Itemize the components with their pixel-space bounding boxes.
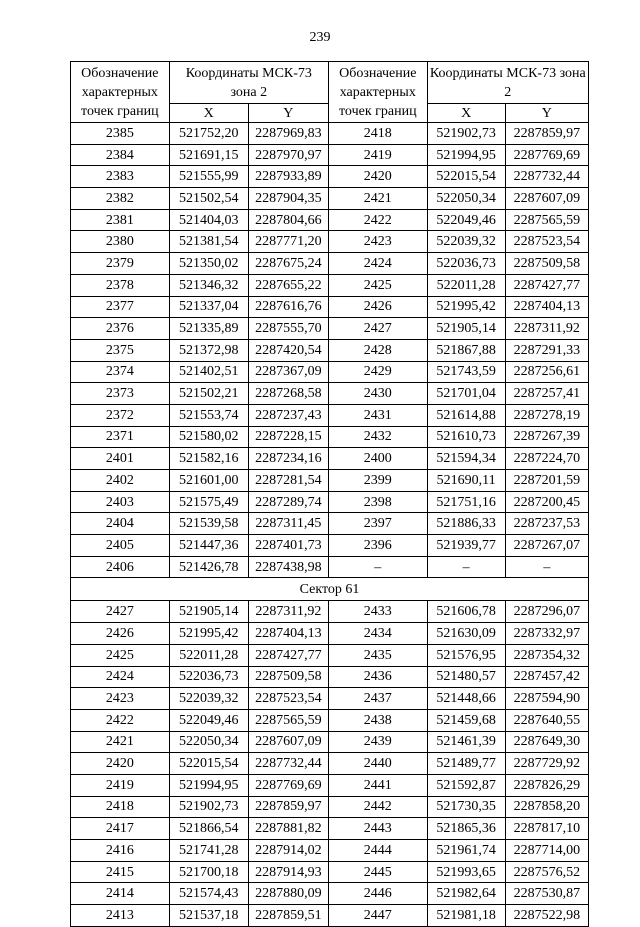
x-left: 521346,32: [169, 274, 248, 296]
point-id-right: 2431: [328, 404, 427, 426]
x-right: 522049,46: [427, 209, 505, 231]
x-left: 522039,32: [169, 688, 248, 710]
point-id-left: 2371: [71, 426, 170, 448]
y-left: 2287565,59: [248, 709, 328, 731]
y-left: 2287933,89: [248, 166, 328, 188]
table-row: [71, 318, 589, 340]
point-id-right: 2445: [328, 861, 427, 883]
x-right: 521480,57: [427, 666, 505, 688]
table-row: [71, 123, 589, 145]
table-row: [71, 861, 589, 883]
y-right: 2287732,44: [505, 166, 588, 188]
point-id-left: 2381: [71, 209, 170, 231]
point-id-left: 2421: [71, 731, 170, 753]
point-id-right: 2429: [328, 361, 427, 383]
y-right: –: [505, 556, 588, 578]
table-row: [71, 361, 589, 383]
y-right: 2287769,69: [505, 144, 588, 166]
x-left: 521700,18: [169, 861, 248, 883]
table-row: [71, 601, 589, 623]
y-header-left: Y: [248, 104, 328, 123]
point-id-right: 2440: [328, 753, 427, 775]
y-left: 2287914,93: [248, 861, 328, 883]
table-row: [71, 623, 589, 645]
x-right: 521905,14: [427, 318, 505, 340]
y-right: 2287291,33: [505, 339, 588, 361]
point-id-left: 2385: [71, 123, 170, 145]
y-left: 2287675,24: [248, 253, 328, 275]
x-right: 521461,39: [427, 731, 505, 753]
point-id-left: 2418: [71, 796, 170, 818]
y-left: 2287804,66: [248, 209, 328, 231]
coordinates-table: [70, 61, 589, 927]
x-right: 521614,88: [427, 404, 505, 426]
x-right: 521630,09: [427, 623, 505, 645]
point-id-right: 2443: [328, 818, 427, 840]
point-id-right: 2438: [328, 709, 427, 731]
x-right: 522036,73: [427, 253, 505, 275]
x-left: 521381,54: [169, 231, 248, 253]
y-right: 2287267,07: [505, 535, 588, 557]
y-right: 2287404,13: [505, 296, 588, 318]
point-id-right: 2435: [328, 644, 427, 666]
x-header-left: X: [169, 104, 248, 123]
y-left: 2287237,43: [248, 404, 328, 426]
point-id-right: 2419: [328, 144, 427, 166]
x-left: 521447,36: [169, 535, 248, 557]
point-id-right: 2441: [328, 774, 427, 796]
point-id-right: 2398: [328, 491, 427, 513]
point-id-right: 2426: [328, 296, 427, 318]
point-id-right: 2439: [328, 731, 427, 753]
point-id-right: 2422: [328, 209, 427, 231]
y-left: 2287311,45: [248, 513, 328, 535]
x-right: 521865,36: [427, 818, 505, 840]
x-left: 521426,78: [169, 556, 248, 578]
y-right: 2287817,10: [505, 818, 588, 840]
y-right: 2287565,59: [505, 209, 588, 231]
y-right: 2287200,45: [505, 491, 588, 513]
point-id-right: 2432: [328, 426, 427, 448]
x-left: 521553,74: [169, 404, 248, 426]
y-left: 2287523,54: [248, 688, 328, 710]
y-right: 2287509,58: [505, 253, 588, 275]
point-id-right: 2433: [328, 601, 427, 623]
y-right: 2287332,97: [505, 623, 588, 645]
point-id-left: 2382: [71, 188, 170, 210]
table-row: [71, 296, 589, 318]
point-id-left: 2416: [71, 840, 170, 862]
y-right: 2287594,90: [505, 688, 588, 710]
table-row: [71, 556, 589, 578]
point-id-left: 2420: [71, 753, 170, 775]
table-row: [71, 448, 589, 470]
sector-title: Сектор 61: [71, 578, 589, 601]
point-id-left: 2413: [71, 905, 170, 927]
point-id-left: 2417: [71, 818, 170, 840]
x-left: 522049,46: [169, 709, 248, 731]
point-id-right: 2430: [328, 383, 427, 405]
point-label-header-left: Обозначение характерных точек границ: [71, 62, 170, 123]
y-right: 2287296,07: [505, 601, 588, 623]
y-right: 2287523,54: [505, 231, 588, 253]
x-right: 521606,78: [427, 601, 505, 623]
y-left: 2287970,97: [248, 144, 328, 166]
x-left: 521502,54: [169, 188, 248, 210]
x-right: 521961,74: [427, 840, 505, 862]
x-right: 522039,32: [427, 231, 505, 253]
y-left: 2287914,02: [248, 840, 328, 862]
point-id-right: 2444: [328, 840, 427, 862]
point-id-right: 2420: [328, 166, 427, 188]
table-row: [71, 644, 589, 666]
y-right: 2287267,39: [505, 426, 588, 448]
x-right: –: [427, 556, 505, 578]
x-right: 521610,73: [427, 426, 505, 448]
x-right: 521981,18: [427, 905, 505, 927]
point-id-left: 2379: [71, 253, 170, 275]
point-id-left: 2374: [71, 361, 170, 383]
x-right: 521448,66: [427, 688, 505, 710]
y-right: 2287858,20: [505, 796, 588, 818]
y-left: 2287969,83: [248, 123, 328, 145]
y-left: 2287289,74: [248, 491, 328, 513]
point-id-right: 2424: [328, 253, 427, 275]
y-left: 2287367,09: [248, 361, 328, 383]
table-row: [71, 666, 589, 688]
y-right: 2287576,52: [505, 861, 588, 883]
table-body-bottom: [71, 601, 589, 926]
x-right: 521701,04: [427, 383, 505, 405]
point-id-left: 2378: [71, 274, 170, 296]
x-right: 522011,28: [427, 274, 505, 296]
table-row: [71, 535, 589, 557]
x-left: 521537,18: [169, 905, 248, 927]
y-left: 2287311,92: [248, 601, 328, 623]
table-row: [71, 274, 589, 296]
point-id-right: 2421: [328, 188, 427, 210]
y-left: 2287268,58: [248, 383, 328, 405]
y-right: 2287257,41: [505, 383, 588, 405]
table-header: [71, 62, 589, 123]
x-right: 521459,68: [427, 709, 505, 731]
y-right: 2287649,30: [505, 731, 588, 753]
point-id-right: 2442: [328, 796, 427, 818]
x-right: 521939,77: [427, 535, 505, 557]
x-left: 521902,73: [169, 796, 248, 818]
point-id-right: 2400: [328, 448, 427, 470]
x-left: 522015,54: [169, 753, 248, 775]
x-left: 521601,00: [169, 470, 248, 492]
x-right: 521730,35: [427, 796, 505, 818]
table-row: [71, 840, 589, 862]
y-right: 2287729,92: [505, 753, 588, 775]
y-right: 2287530,87: [505, 883, 588, 905]
point-id-left: 2373: [71, 383, 170, 405]
table-row: [71, 209, 589, 231]
point-id-right: 2396: [328, 535, 427, 557]
y-header-right: Y: [505, 104, 588, 123]
point-id-left: 2426: [71, 623, 170, 645]
x-left: 521404,03: [169, 209, 248, 231]
y-left: 2287404,13: [248, 623, 328, 645]
y-left: 2287509,58: [248, 666, 328, 688]
y-left: 2287771,20: [248, 231, 328, 253]
y-right: 2287457,42: [505, 666, 588, 688]
x-left: 521372,98: [169, 339, 248, 361]
point-id-left: 2406: [71, 556, 170, 578]
x-right: 521594,34: [427, 448, 505, 470]
point-id-left: 2375: [71, 339, 170, 361]
table-row: [71, 426, 589, 448]
table-row: [71, 513, 589, 535]
y-right: 2287859,97: [505, 123, 588, 145]
table-row: [71, 709, 589, 731]
x-right: 521489,77: [427, 753, 505, 775]
y-left: 2287859,51: [248, 905, 328, 927]
point-id-right: 2423: [328, 231, 427, 253]
x-right: 521867,88: [427, 339, 505, 361]
point-id-left: 2404: [71, 513, 170, 535]
x-right: 521690,11: [427, 470, 505, 492]
x-left: 521582,16: [169, 448, 248, 470]
table-row: [71, 491, 589, 513]
x-left: 521335,89: [169, 318, 248, 340]
x-right: 522050,34: [427, 188, 505, 210]
table-row: [71, 231, 589, 253]
point-id-left: 2401: [71, 448, 170, 470]
x-left: 521580,02: [169, 426, 248, 448]
x-right: 521576,95: [427, 644, 505, 666]
x-left: 521995,42: [169, 623, 248, 645]
point-id-left: 2380: [71, 231, 170, 253]
x-left: 521575,49: [169, 491, 248, 513]
x-left: 521350,02: [169, 253, 248, 275]
y-left: 2287555,70: [248, 318, 328, 340]
x-left: 521741,28: [169, 840, 248, 862]
table-row: [71, 470, 589, 492]
point-id-left: 2384: [71, 144, 170, 166]
table-row: [71, 731, 589, 753]
x-right: 521886,33: [427, 513, 505, 535]
y-left: 2287880,09: [248, 883, 328, 905]
point-id-left: 2427: [71, 601, 170, 623]
y-left: 2287420,54: [248, 339, 328, 361]
point-id-right: 2446: [328, 883, 427, 905]
x-left: 522036,73: [169, 666, 248, 688]
y-right: 2287311,92: [505, 318, 588, 340]
table-body-top: [71, 123, 589, 578]
point-id-right: 2436: [328, 666, 427, 688]
point-id-right: 2447: [328, 905, 427, 927]
sector-row: [71, 578, 589, 601]
y-right: 2287354,32: [505, 644, 588, 666]
x-right: 522015,54: [427, 166, 505, 188]
table-row: [71, 818, 589, 840]
point-id-left: 2422: [71, 709, 170, 731]
x-left: 521502,21: [169, 383, 248, 405]
x-left: 521691,15: [169, 144, 248, 166]
point-id-left: 2383: [71, 166, 170, 188]
point-id-left: 2424: [71, 666, 170, 688]
point-id-left: 2402: [71, 470, 170, 492]
coord-group-header-right: Координаты МСК-73 зона 2: [427, 62, 588, 104]
point-id-right: 2397: [328, 513, 427, 535]
point-id-right: 2434: [328, 623, 427, 645]
y-left: 2287655,22: [248, 274, 328, 296]
y-left: 2287228,15: [248, 426, 328, 448]
x-left: 521752,20: [169, 123, 248, 145]
page-number: 239: [309, 30, 331, 45]
x-left: 521574,43: [169, 883, 248, 905]
x-right: 521993,65: [427, 861, 505, 883]
point-id-right: 2437: [328, 688, 427, 710]
y-right: 2287427,77: [505, 274, 588, 296]
y-right: 2287224,70: [505, 448, 588, 470]
y-left: 2287607,09: [248, 731, 328, 753]
x-left: 522011,28: [169, 644, 248, 666]
point-id-left: 2414: [71, 883, 170, 905]
x-left: 521402,51: [169, 361, 248, 383]
y-left: 2287732,44: [248, 753, 328, 775]
y-left: 2287438,98: [248, 556, 328, 578]
point-id-left: 2377: [71, 296, 170, 318]
table-row: [71, 188, 589, 210]
y-left: 2287904,35: [248, 188, 328, 210]
x-right: 521902,73: [427, 123, 505, 145]
point-id-right: 2425: [328, 274, 427, 296]
y-left: 2287427,77: [248, 644, 328, 666]
sector-section: [71, 578, 589, 601]
x-right: 521995,42: [427, 296, 505, 318]
x-header-right: X: [427, 104, 505, 123]
point-id-left: 2423: [71, 688, 170, 710]
y-right: 2287640,55: [505, 709, 588, 731]
x-left: 522050,34: [169, 731, 248, 753]
point-id-left: 2372: [71, 404, 170, 426]
table-row: [71, 383, 589, 405]
point-id-right: 2427: [328, 318, 427, 340]
y-right: 2287237,53: [505, 513, 588, 535]
y-right: 2287256,61: [505, 361, 588, 383]
x-right: 521751,16: [427, 491, 505, 513]
table-row: [71, 144, 589, 166]
table-row: [71, 774, 589, 796]
y-right: 2287278,19: [505, 404, 588, 426]
coord-group-header-left: Координаты МСК-73 зона 2: [169, 62, 328, 104]
x-left: 521994,95: [169, 774, 248, 796]
x-left: 521337,04: [169, 296, 248, 318]
table-row: [71, 166, 589, 188]
table-row: [71, 339, 589, 361]
x-right: 521743,59: [427, 361, 505, 383]
point-id-left: 2376: [71, 318, 170, 340]
point-id-left: 2415: [71, 861, 170, 883]
x-left: 521905,14: [169, 601, 248, 623]
table-row: [71, 796, 589, 818]
table-row: [71, 883, 589, 905]
y-right: 2287826,29: [505, 774, 588, 796]
point-id-right: 2428: [328, 339, 427, 361]
x-right: 521592,87: [427, 774, 505, 796]
point-id-right: 2418: [328, 123, 427, 145]
point-label-header-right: Обозначение характерных точек границ: [328, 62, 427, 123]
point-id-right: –: [328, 556, 427, 578]
y-right: 2287201,59: [505, 470, 588, 492]
point-id-left: 2425: [71, 644, 170, 666]
table-row: [71, 253, 589, 275]
point-id-right: 2399: [328, 470, 427, 492]
y-left: 2287769,69: [248, 774, 328, 796]
y-left: 2287401,73: [248, 535, 328, 557]
x-left: 521555,99: [169, 166, 248, 188]
y-right: 2287522,98: [505, 905, 588, 927]
point-id-left: 2419: [71, 774, 170, 796]
x-right: 521994,95: [427, 144, 505, 166]
y-left: 2287616,76: [248, 296, 328, 318]
point-id-left: 2403: [71, 491, 170, 513]
y-left: 2287859,97: [248, 796, 328, 818]
x-right: 521982,64: [427, 883, 505, 905]
table-row: [71, 753, 589, 775]
y-left: 2287281,54: [248, 470, 328, 492]
table-row: [71, 688, 589, 710]
x-left: 521539,58: [169, 513, 248, 535]
y-left: 2287881,82: [248, 818, 328, 840]
x-left: 521866,54: [169, 818, 248, 840]
table-row: [71, 404, 589, 426]
y-right: 2287607,09: [505, 188, 588, 210]
y-right: 2287714,00: [505, 840, 588, 862]
y-left: 2287234,16: [248, 448, 328, 470]
point-id-left: 2405: [71, 535, 170, 557]
